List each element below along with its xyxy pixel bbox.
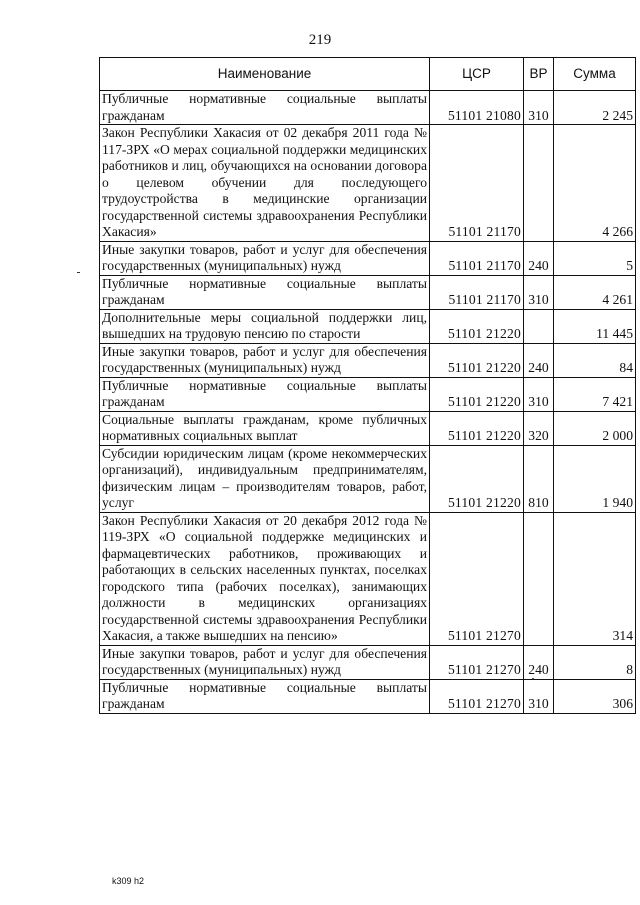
footer-code: k309 h2	[112, 876, 145, 886]
table-row	[100, 411, 636, 445]
row-csr: 51101 21170	[430, 125, 524, 242]
row-sum: 2 000	[554, 411, 636, 445]
table-row	[100, 275, 636, 309]
row-vr: 310	[524, 377, 554, 411]
row-name: Закон Республики Хакасия от 20 декабря 2012 года № 119-ЗРХ «О социальной поддержке медицинских и фармацевтических работников, проживающих и работающих в сельских населенных пунктах, поселках городского типа (рабочих поселках), занимающих должности в медицинских организациях государственной системы здравоохранения Республики Хакасия, а также вышедших на пенсию»	[100, 512, 430, 645]
row-vr: 310	[524, 679, 554, 713]
row-sum: 11 445	[554, 309, 636, 343]
row-vr: 810	[524, 445, 554, 512]
table-header-row	[100, 58, 636, 91]
table-row	[100, 512, 636, 645]
row-vr	[524, 512, 554, 645]
row-csr: 51101 21220	[430, 377, 524, 411]
table-row	[100, 343, 636, 377]
table-row	[100, 309, 636, 343]
table-row	[100, 241, 636, 275]
row-name: Публичные нормативные социальные выплаты гражданам	[100, 275, 430, 309]
row-csr: 51101 21270	[430, 679, 524, 713]
row-sum: 2 245	[554, 91, 636, 125]
row-sum: 5	[554, 241, 636, 275]
table-row	[100, 377, 636, 411]
header-csr: ЦСР	[430, 58, 524, 91]
row-sum: 4 261	[554, 275, 636, 309]
header-sum: Сумма	[554, 58, 636, 91]
row-name: Закон Республики Хакасия от 02 декабря 2011 года № 117-ЗРХ «О мерах социальной поддержки медицинских работников и лиц, обучающихся на основании договора о целевом обучении для последующего трудоустройства в медицинские организации государственной системы здравоохранения Республики Хакасия»	[100, 125, 430, 242]
row-name: Публичные нормативные социальные выплаты гражданам	[100, 377, 430, 411]
row-sum: 4 266	[554, 125, 636, 242]
row-csr: 51101 21220	[430, 309, 524, 343]
table-row	[100, 645, 636, 679]
page-number: 219	[308, 32, 332, 48]
row-name: Субсидии юридическим лицам (кроме некоммерческих организаций), индивидуальным предпринимателям, физическим лицам – производителям товаров, работ, услуг	[100, 445, 430, 512]
table-row	[100, 125, 636, 242]
row-name: Иные закупки товаров, работ и услуг для обеспечения государственных (муниципальных) нужд	[100, 241, 430, 275]
row-csr: 51101 21270	[430, 512, 524, 645]
row-vr: 240	[524, 241, 554, 275]
row-vr: 310	[524, 91, 554, 125]
row-name: Иные закупки товаров, работ и услуг для обеспечения государственных (муниципальных) нужд	[100, 645, 430, 679]
row-name: Иные закупки товаров, работ и услуг для обеспечения государственных (муниципальных) нужд	[100, 343, 430, 377]
row-csr: 51101 21170	[430, 275, 524, 309]
row-csr: 51101 21220	[430, 343, 524, 377]
row-vr	[524, 309, 554, 343]
row-sum: 1 940	[554, 445, 636, 512]
table-row	[100, 91, 636, 125]
row-vr: 240	[524, 343, 554, 377]
row-vr: 320	[524, 411, 554, 445]
row-sum: 8	[554, 645, 636, 679]
row-name: Социальные выплаты гражданам, кроме публичных нормативных социальных выплат	[100, 411, 430, 445]
row-vr	[524, 125, 554, 242]
row-csr: 51101 21220	[430, 445, 524, 512]
row-csr: 51101 21170	[430, 241, 524, 275]
row-csr: 51101 21220	[430, 411, 524, 445]
row-vr: 310	[524, 275, 554, 309]
row-sum: 314	[554, 512, 636, 645]
row-vr: 240	[524, 645, 554, 679]
margin-mark	[77, 272, 80, 273]
row-name: Дополнительные меры социальной поддержки лиц, вышедших на трудовую пенсию по старости	[100, 309, 430, 343]
row-sum: 84	[554, 343, 636, 377]
row-sum: 306	[554, 679, 636, 713]
budget-table	[99, 57, 636, 714]
row-csr: 51101 21270	[430, 645, 524, 679]
table-row	[100, 679, 636, 713]
header-vr: ВР	[524, 58, 554, 91]
row-csr: 51101 21080	[430, 91, 524, 125]
row-sum: 7 421	[554, 377, 636, 411]
header-name: Наименование	[100, 58, 430, 91]
row-name: Публичные нормативные социальные выплаты гражданам	[100, 91, 430, 125]
row-name: Публичные нормативные социальные выплаты гражданам	[100, 679, 430, 713]
table-row	[100, 445, 636, 512]
